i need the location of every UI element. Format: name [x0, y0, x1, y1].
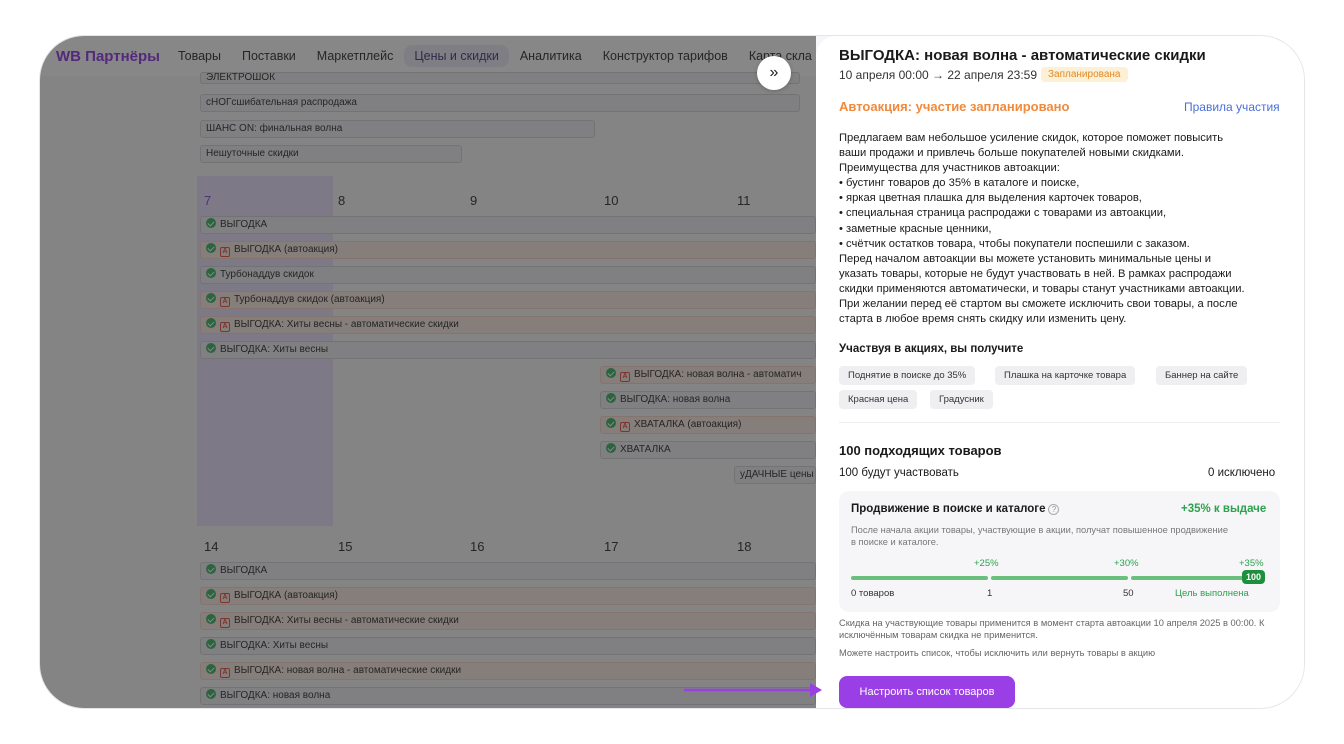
- promo-details-panel: [816, 36, 1304, 708]
- promotion-description: После начала акции товары, участвующие в акции, получат повышенное продвижение в поиске и каталоге.: [851, 525, 1228, 547]
- discount-note: Скидка на участвующие товары применится в момент старта автоакции 10 апреля 2025 в 00:00. К исключённым товарам скидка не применится.: [839, 618, 1265, 640]
- tier-label: +25%: [974, 558, 999, 569]
- rules-link[interactable]: Правила участия: [1184, 100, 1280, 114]
- promotion-bonus: +35% к выдаче: [1181, 503, 1267, 515]
- description-line: • яркая цветная плашка для выделения карточек товаров,: [839, 192, 1142, 205]
- goal-status: Цель выполнена: [1175, 588, 1249, 599]
- modal-overlay[interactable]: [40, 36, 816, 708]
- description-line: Преимущества для участников автоакции:: [839, 162, 1060, 175]
- benefits-title: Участвуя в акциях, вы получите: [839, 343, 1024, 355]
- divider: [839, 422, 1280, 423]
- pointer-arrow-icon: [684, 680, 824, 700]
- collapse-panel-button[interactable]: [757, 56, 791, 90]
- screen-frame: [40, 36, 1304, 708]
- participating-count: 100 будут участвовать: [839, 467, 959, 479]
- description-line: ваши продажи и привлечь больше покупателей новыми скидками.: [839, 147, 1184, 160]
- panel-title: ВЫГОДКА: новая волна - автоматические скидки: [839, 47, 1206, 64]
- status-badge: Запланирована: [1041, 67, 1128, 82]
- eligible-goods-title: 100 подходящих товаров: [839, 443, 1002, 458]
- benefit-chip: Поднятие в поиске до 35%: [839, 366, 975, 385]
- progress-segment: [1131, 576, 1243, 580]
- benefit-chip: Плашка на карточке товара: [995, 366, 1135, 385]
- tick-label: 50: [1123, 588, 1134, 599]
- description-line: скидки применяются автоматически, и товары станут участниками автоакции.: [839, 282, 1245, 295]
- promotion-title: [851, 503, 1059, 515]
- goal-badge: 100: [1242, 570, 1265, 584]
- tier-label: +30%: [1114, 558, 1139, 569]
- promo-dates: 10 апреля 00:00 → 22 апреля 23:59: [839, 68, 1037, 82]
- configure-hint: Можете настроить список, чтобы исключить или вернуть товары в акцию: [839, 648, 1156, 658]
- progress-segment: [851, 576, 988, 580]
- description-line: • счётчик остатков товара, чтобы покупатели поспешили с заказом.: [839, 237, 1190, 250]
- tier-label: +35%: [1239, 558, 1264, 569]
- progress-segment: [991, 576, 1128, 580]
- help-icon[interactable]: ?: [1048, 504, 1059, 515]
- tick-label: 0 товаров: [851, 588, 895, 599]
- description-line: При желании перед её стартом вы сможете исключить свои товары, а после: [839, 298, 1238, 311]
- benefit-chip: Баннер на сайте: [1156, 366, 1247, 385]
- configure-goods-button[interactable]: Настроить список товаров: [839, 676, 1015, 708]
- calendar-app: [40, 36, 816, 708]
- promo-description: [839, 131, 1284, 327]
- description-line: • заметные красные ценники,: [839, 222, 992, 235]
- benefit-chip: Красная цена: [839, 390, 917, 409]
- description-line: указать товары, которые не будут участвовать в ней. В рамках распродажи: [839, 267, 1232, 280]
- description-line: • бустинг товаров до 35% в каталоге и поиске,: [839, 177, 1080, 190]
- description-line: старта в любое время снять скидку или изменить цену.: [839, 313, 1127, 326]
- double-chevron-right-icon: »: [769, 64, 779, 81]
- tick-label: 1: [987, 588, 993, 599]
- promotion-title-text: Продвижение в поиске и каталоге: [851, 503, 1046, 515]
- description-line: Перед началом автоакции вы можете установить минимальные цены и: [839, 252, 1211, 265]
- auto-promo-status: Автоакция: участие запланировано: [839, 99, 1070, 114]
- promotion-card: [839, 491, 1280, 612]
- description-line: • специальная страница распродажи с товарами из автоакции,: [839, 207, 1167, 220]
- description-line: Предлагаем вам небольшое усиление скидок, которое поможет повысить: [839, 132, 1224, 144]
- benefit-chip: Градусник: [930, 390, 993, 409]
- excluded-count: 0 исключено: [1208, 467, 1276, 479]
